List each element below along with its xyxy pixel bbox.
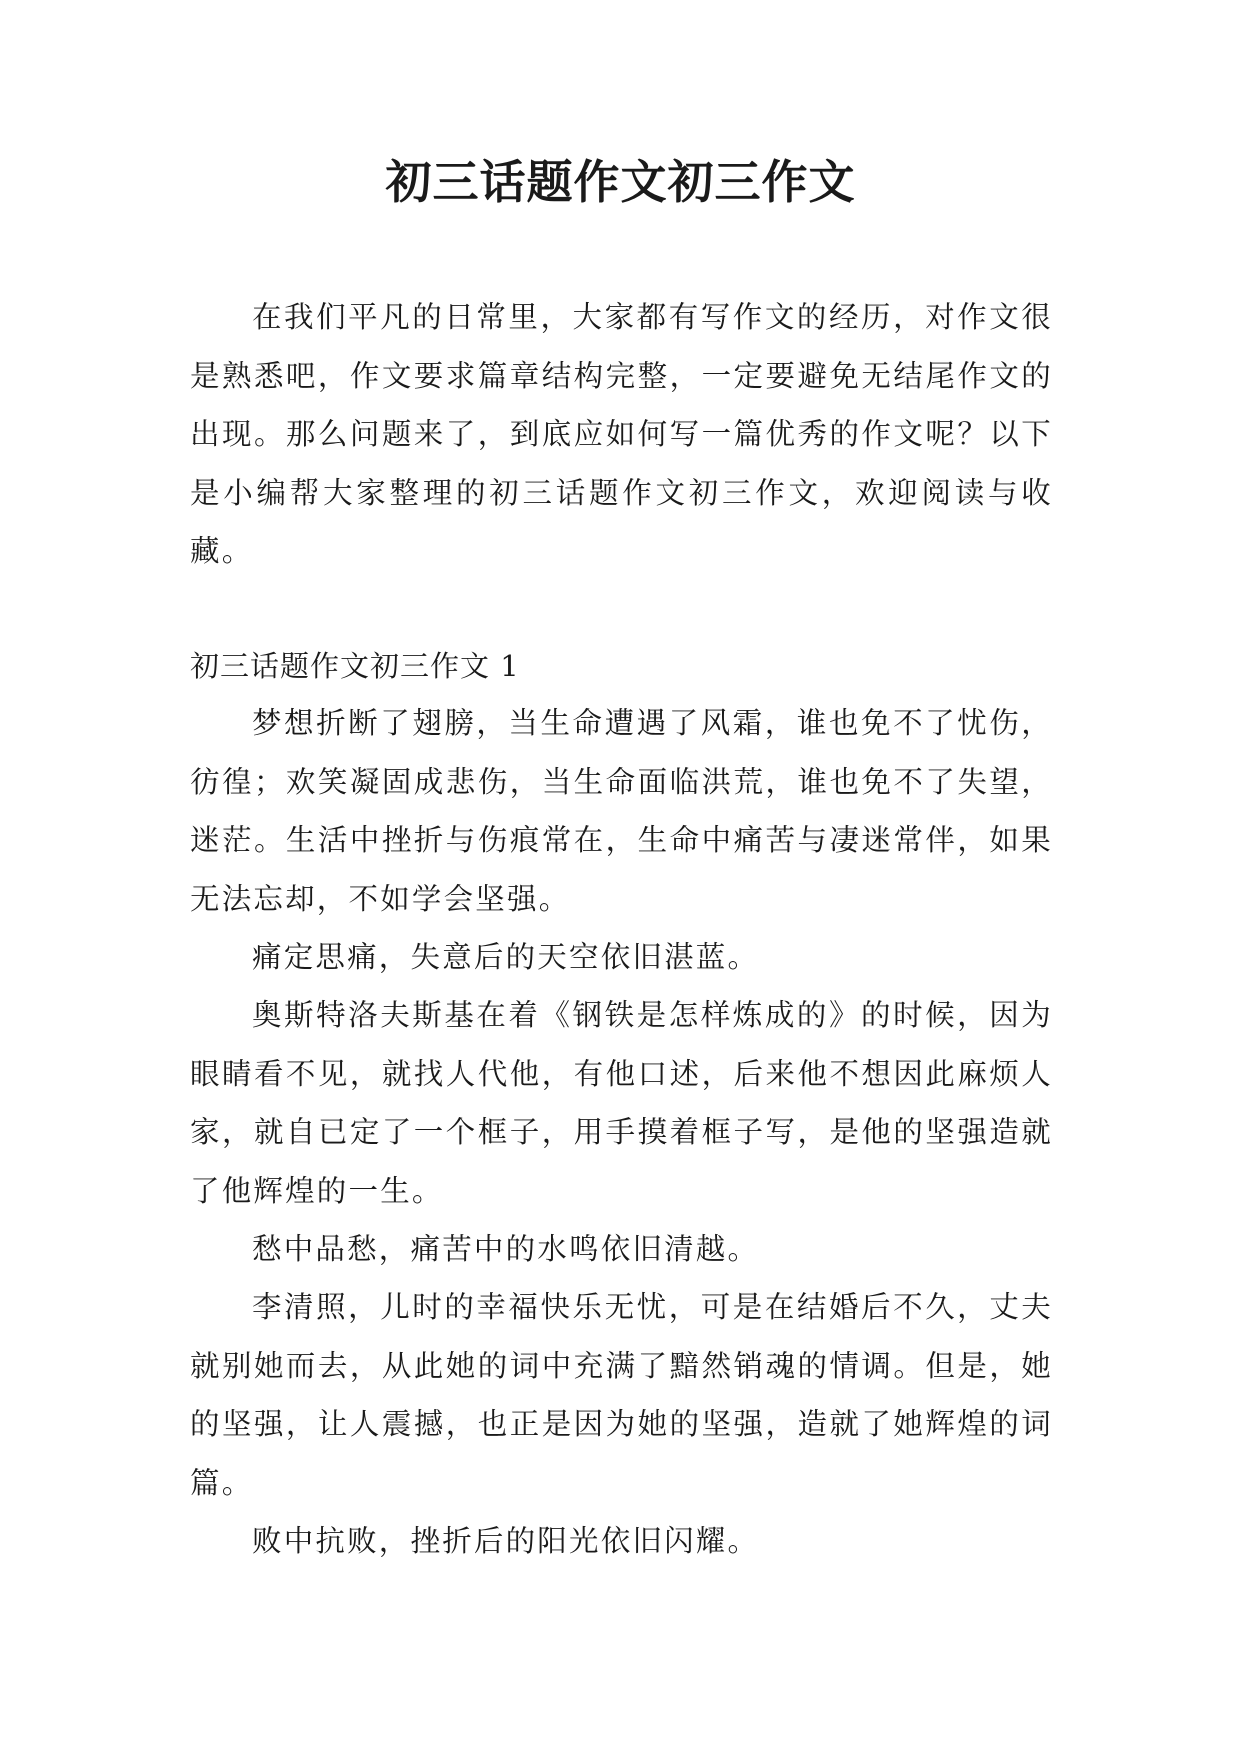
- essay-paragraph: 愁中品愁，痛苦中的水鸣依旧清越。: [252, 1232, 760, 1266]
- document-title: 初三话题作文初三作文: [385, 155, 856, 209]
- essay-paragraph: 梦想折断了翅膀，当生命遭遇了风霜，谁也免不了忧伤，彷徨；欢笑凝固成悲伤，当生命面临洪荒，谁也免不了失望，迷茫。生活中挫折与伤痕常在，生命中痛苦与凄迷常伴，如果无法忘却，不如学会坚强。: [190, 706, 1053, 916]
- essay-paragraph: 奥斯特洛夫斯基在着《钢铁是怎样炼成的》的时候，因为眼睛看不见，就找人代他，有他口述，后来他不想因此麻烦人家，就自已定了一个框子，用手摸着框子写，是他的坚强造就了他辉煌的一生。: [190, 998, 1053, 1208]
- essay-paragraph: 李清照，儿时的幸福快乐无忧，可是在结婚后不久，丈夫就别她而去，从此她的词中充满了黯然销魂的情调。但是，她的坚强，让人震撼，也正是因为她的坚强，造就了她辉煌的词篇。: [190, 1290, 1053, 1500]
- essay-paragraph: 痛定思痛，失意后的天空依旧湛蓝。: [252, 940, 760, 974]
- essay-paragraph: 败中抗败，挫折后的阳光依旧闪耀。: [252, 1524, 760, 1558]
- essay-heading: 初三话题作文初三作文 1: [190, 649, 520, 683]
- intro-paragraph: 在我们平凡的日常里，大家都有写作文的经历，对作文很是熟悉吧，作文要求篇章结构完整，一定要避免无结尾作文的出现。那么问题来了，到底应如何写一篇优秀的作文呢？以下是小编帮大家整理的初三话题作文初三作文，欢迎阅读与收藏。: [190, 300, 1053, 568]
